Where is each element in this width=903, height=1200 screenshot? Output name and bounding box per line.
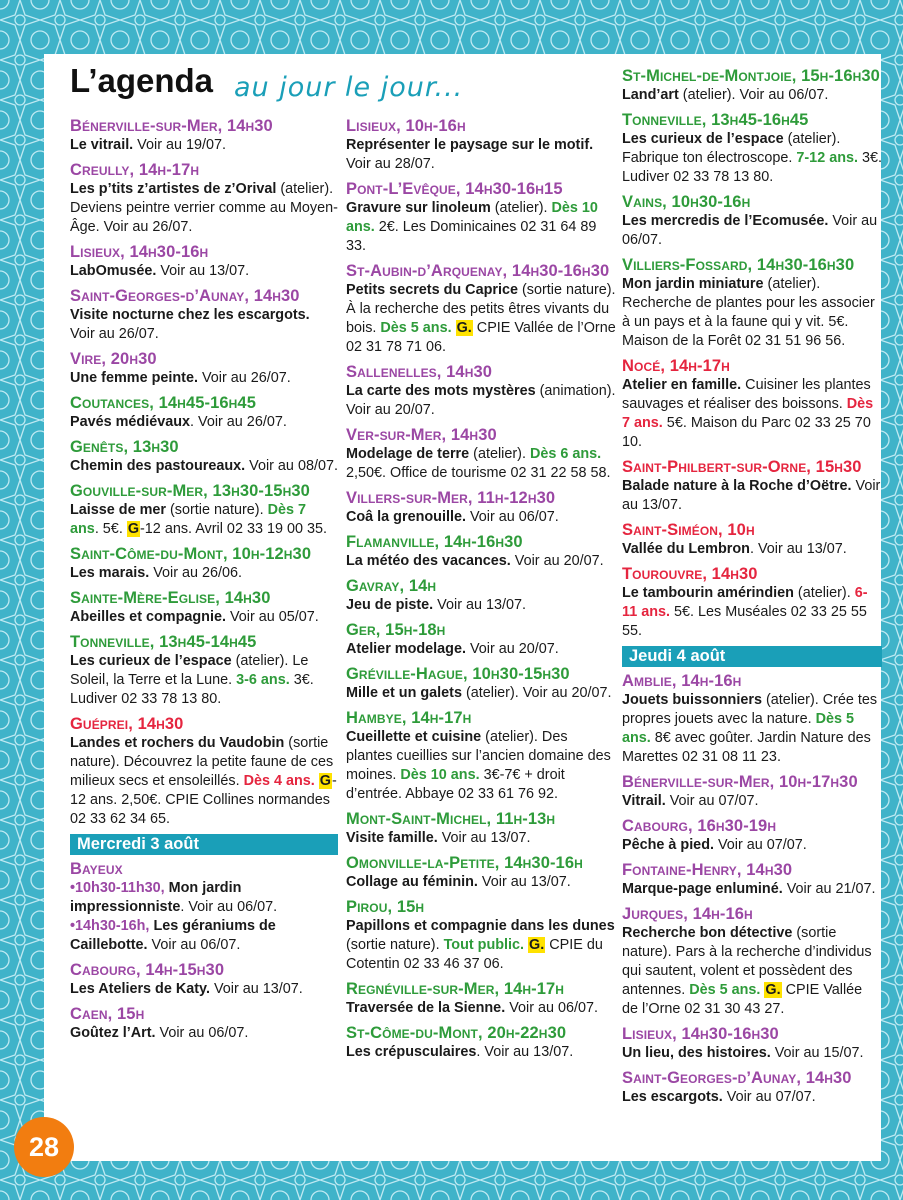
entry-place-time: Lisieux, 14h30-16h30 bbox=[622, 1025, 779, 1043]
entry-text: 3€. Ludiver 02 33 78 13 80. bbox=[70, 672, 314, 707]
entry-title: Petits secrets du Caprice bbox=[346, 282, 518, 298]
entry-description bbox=[622, 376, 882, 452]
entry-place-time: Flamanville, 14h-16h30 bbox=[346, 533, 523, 551]
entry-place-time: Nocé, 14h-17h bbox=[622, 357, 730, 375]
entry-text: (atelier). Voir au 06/07. bbox=[678, 87, 829, 103]
entry-title: Laisse de mer bbox=[70, 502, 166, 518]
entry-description bbox=[346, 281, 616, 357]
entry-text: 5€. Maison du Parc 02 33 25 70 10. bbox=[622, 415, 871, 450]
entry-description bbox=[346, 445, 616, 483]
entry-description bbox=[70, 734, 338, 829]
entry-title: Papillons et compagnie dans les dunes bbox=[346, 918, 615, 934]
agenda-entry bbox=[622, 192, 882, 250]
agenda-entry bbox=[346, 809, 616, 848]
entry-place-time: Hambye, 14h-17h bbox=[346, 709, 472, 727]
entry-title: Visite nocturne chez les escargots. bbox=[70, 307, 310, 323]
entry-text: . Voir au 13/07. bbox=[476, 1044, 574, 1060]
entry-text: CPIE Vallée de l’Orne 02 31 30 43 27. bbox=[622, 982, 863, 1017]
entry-place-time: Bayeux bbox=[70, 860, 123, 878]
agenda-entry bbox=[346, 620, 616, 659]
entry-text: (atelier). Deviens peintre verrier comme au Moyen-Âge. Voir au 26/07. bbox=[70, 181, 338, 235]
entry-description bbox=[622, 130, 882, 187]
entry-title: Vallée du Lembron bbox=[622, 541, 750, 557]
entry-text: Voir au 07/07. bbox=[713, 837, 807, 853]
agenda-entry bbox=[346, 979, 616, 1018]
entry-description bbox=[622, 792, 882, 811]
entry-text: Voir au 28/07. bbox=[346, 156, 435, 172]
entry-title: LabOmusée. bbox=[70, 263, 157, 279]
agenda-entry bbox=[622, 255, 882, 351]
entry-text: -12 ans. Avril 02 33 19 00 35. bbox=[140, 521, 327, 537]
entry-text: CPIE Vallée de l’Orne 02 31 78 71 06. bbox=[346, 320, 616, 355]
entry-text: Voir au 13/07. bbox=[477, 874, 571, 890]
agenda-entry bbox=[70, 960, 338, 999]
entry-title: Représenter le paysage sur le motif. bbox=[346, 137, 594, 153]
entry-description bbox=[622, 584, 882, 641]
entry-title: Pavés médiévaux bbox=[70, 414, 191, 430]
entry-text: 8€ avec goûter. Jardin Nature des Marettes 02 31 08 11 23. bbox=[622, 730, 871, 765]
entry-place-time: Villers-sur-Mer, 11h-12h30 bbox=[346, 489, 556, 507]
entry-place-time: Regnéville-sur-Mer, 14h-17h bbox=[346, 980, 565, 998]
entry-description bbox=[70, 1024, 338, 1043]
entry-description bbox=[70, 501, 338, 539]
entry-text: . Voir au 06/07. bbox=[180, 899, 278, 915]
entry-place-time: Pont-L’Evêque, 14h30-16h15 bbox=[346, 180, 563, 198]
entry-place-time: Mont-Saint-Michel, 11h-13h bbox=[346, 810, 556, 828]
entry-description bbox=[622, 924, 882, 1019]
entry-text: 5€. Les Muséales 02 33 25 55 55. bbox=[622, 604, 867, 639]
entry-place-time: Lisieux, 10h-16h bbox=[346, 117, 466, 135]
entry-text: Voir au 06/07. bbox=[147, 937, 241, 953]
entry-description bbox=[346, 596, 616, 615]
entry-place-time: Bénerville-sur-Mer, 14h30 bbox=[70, 117, 273, 135]
age-info: 7-12 ans. bbox=[796, 150, 858, 166]
entry-description bbox=[346, 136, 616, 174]
entry-title: Land’art bbox=[622, 87, 679, 103]
agenda-entry bbox=[346, 1023, 616, 1062]
entry-text: -12 ans. 2,50€. CPIE Collines normandes 02 33 62 34 65. bbox=[70, 773, 337, 827]
agenda-entry bbox=[622, 1024, 882, 1063]
entry-text: Voir au 13/07. bbox=[622, 478, 881, 513]
entry-title: Une femme peinte. bbox=[70, 370, 198, 386]
entry-description bbox=[70, 136, 338, 155]
entry-text: Voir au 26/06. bbox=[149, 565, 243, 581]
agenda-entry bbox=[622, 1068, 882, 1107]
age-info: Dès 5 ans. bbox=[622, 711, 854, 746]
entry-title: Le tambourin amérindien bbox=[622, 585, 794, 601]
agenda-entry bbox=[346, 708, 616, 804]
entry-description bbox=[622, 1044, 882, 1063]
entry-description bbox=[346, 199, 616, 256]
entry-title: Les Ateliers de Katy. bbox=[70, 981, 210, 997]
entry-title: Mon jardin impressionniste bbox=[70, 880, 242, 915]
agenda-page bbox=[44, 54, 881, 1161]
entry-description bbox=[346, 382, 616, 420]
entry-text: Voir au 26/07. bbox=[197, 370, 291, 386]
agenda-column-3 bbox=[622, 66, 882, 1112]
agenda-entry bbox=[622, 356, 882, 452]
entry-title: Les marais. bbox=[70, 565, 150, 581]
agenda-entry bbox=[70, 1004, 338, 1043]
agenda-entry bbox=[622, 564, 882, 641]
entry-title: Balade nature à la Roche d’Oëtre. bbox=[622, 478, 852, 494]
entry-place-time: St-Michel-de-Montjoie, 15h-16h30 bbox=[622, 67, 880, 85]
entry-description bbox=[346, 508, 616, 527]
entry-description bbox=[70, 879, 338, 955]
entry-place-time: Amblie, 14h-16h bbox=[622, 672, 742, 690]
age-info: 3-6 ans. bbox=[236, 672, 290, 688]
entry-text: (atelier). Recherche de plantes pour les associer à un pays et à la faune qui y vit. 5€. Maison de la Forêt 02 31 51 96 56. bbox=[622, 276, 875, 349]
entry-description bbox=[622, 212, 882, 250]
agenda-entry bbox=[346, 897, 616, 974]
entry-place-time: Sainte-Mère-Eglise, 14h30 bbox=[70, 589, 271, 607]
entry-text: Voir au 13/07. bbox=[156, 263, 250, 279]
entry-title: Gravure sur linoleum bbox=[346, 200, 491, 216]
free-badge: G. bbox=[765, 982, 781, 998]
free-badge: G. bbox=[456, 320, 472, 336]
entry-text: (sortie nature). Découvrez la petite faune de ces milieux secs et ensoleillés. bbox=[70, 735, 334, 789]
agenda-entry bbox=[346, 179, 616, 256]
entry-text: (atelier). Des plantes cueillies sur l’ancien domaine des moines. bbox=[346, 729, 611, 783]
agenda-entry bbox=[346, 532, 616, 571]
agenda-entry bbox=[346, 261, 616, 357]
entry-text: Voir au 20/07. bbox=[465, 641, 559, 657]
day-heading: Jeudi 4 août bbox=[622, 646, 882, 667]
entry-title: Landes et rochers du Vaudobin bbox=[70, 735, 285, 751]
agenda-entry bbox=[70, 242, 338, 281]
entry-description bbox=[346, 829, 616, 848]
entry-description bbox=[70, 180, 338, 237]
entry-title: Collage au féminin. bbox=[346, 874, 478, 890]
entry-place-time: Creully, 14h-17h bbox=[70, 161, 200, 179]
entry-description bbox=[346, 728, 616, 804]
entry-text: . Voir au 13/07. bbox=[749, 541, 847, 557]
entry-title: Les géraniums de Caillebotte. bbox=[70, 918, 276, 953]
entry-description bbox=[70, 980, 338, 999]
agenda-entry bbox=[70, 393, 338, 432]
agenda-entry bbox=[70, 349, 338, 388]
entry-place-time: Gavray, 14h bbox=[346, 577, 437, 595]
entry-title: La carte des mots mystères bbox=[346, 383, 536, 399]
entry-text: Voir au 13/07. bbox=[209, 981, 303, 997]
entry-text: (sortie nature). À la recherche des petits êtres vivants du bois. bbox=[346, 282, 616, 336]
agenda-entry bbox=[70, 859, 338, 955]
age-info: 6-11 ans. bbox=[622, 585, 868, 620]
agenda-entry bbox=[622, 671, 882, 767]
entry-place-time: Vire, 20h30 bbox=[70, 350, 157, 368]
age-info: Dès 10 ans. bbox=[400, 767, 480, 783]
entry-description bbox=[70, 413, 338, 432]
age-info: Dès 4 ans. bbox=[243, 773, 315, 789]
agenda-entry bbox=[346, 488, 616, 527]
day-heading: Mercredi 3 août bbox=[70, 834, 338, 855]
entry-place-time: Cabourg, 14h-15h30 bbox=[70, 961, 225, 979]
agenda-entry bbox=[346, 425, 616, 483]
entry-place-time: Tonneville, 13h45-14h45 bbox=[70, 633, 257, 651]
entry-place-time: Ger, 15h-18h bbox=[346, 621, 446, 639]
entry-text bbox=[452, 320, 456, 336]
age-info: Tout public. bbox=[443, 937, 525, 953]
agenda-entry bbox=[70, 714, 338, 829]
entry-title: Le vitrail. bbox=[70, 137, 134, 153]
page-subtitle: au jour le jour... bbox=[234, 72, 464, 103]
entry-place-time: Tonneville, 13h45-16h45 bbox=[622, 111, 809, 129]
agenda-entry bbox=[70, 116, 338, 155]
free-badge: G. bbox=[529, 937, 545, 953]
entry-place-time: Gouville-sur-Mer, 13h30-15h30 bbox=[70, 482, 310, 500]
agenda-entry bbox=[346, 576, 616, 615]
entry-description bbox=[346, 917, 616, 974]
entry-text: Voir au 13/07. bbox=[433, 597, 526, 613]
agenda-entry bbox=[346, 116, 616, 174]
agenda-entry bbox=[70, 481, 338, 539]
agenda-entry bbox=[70, 286, 338, 344]
agenda-entry bbox=[622, 520, 882, 559]
entry-text: (atelier). bbox=[490, 200, 552, 216]
entry-title: La météo des vacances. bbox=[346, 553, 511, 569]
entry-description bbox=[70, 262, 338, 281]
entry-description bbox=[622, 540, 882, 559]
entry-description bbox=[622, 275, 882, 351]
agenda-column-2 bbox=[346, 116, 616, 1067]
entry-place-time: Ver-sur-Mer, 14h30 bbox=[346, 426, 497, 444]
entry-title: Coâ la grenouille. bbox=[346, 509, 466, 525]
entry-place-time: Villiers-Fossard, 14h30-16h30 bbox=[622, 256, 855, 274]
entry-title: Les mercredis de l’Ecomusée. bbox=[622, 213, 829, 229]
entry-description bbox=[346, 640, 616, 659]
agenda-entry bbox=[70, 160, 338, 237]
entry-title: Jouets buissonniers bbox=[622, 692, 762, 708]
entry-title: Atelier modelage. bbox=[346, 641, 466, 657]
entry-description bbox=[70, 652, 338, 709]
age-info: Dès 5 ans. bbox=[380, 320, 452, 336]
entry-text: Voir au 05/07. bbox=[225, 609, 319, 625]
entry-text: Voir au 07/07. bbox=[665, 793, 759, 809]
entry-title: Mon jardin miniature bbox=[622, 276, 764, 292]
entry-text: 2€. Les Dominicaines 02 31 64 89 33. bbox=[346, 219, 597, 254]
entry-title: Les p’tits z’artistes de z’Orival bbox=[70, 181, 277, 197]
entry-text: Voir au 21/07. bbox=[782, 881, 876, 897]
entry-title: Cueillette et cuisine bbox=[346, 729, 482, 745]
agenda-entry bbox=[70, 588, 338, 627]
entry-place-time: Lisieux, 14h30-16h bbox=[70, 243, 209, 261]
agenda-entry bbox=[622, 816, 882, 855]
entry-place-time: Cabourg, 16h30-19h bbox=[622, 817, 777, 835]
agenda-entry bbox=[622, 66, 882, 105]
entry-title: Traversée de la Sienne. bbox=[346, 1000, 506, 1016]
agenda-entry bbox=[70, 544, 338, 583]
entry-title: Goûtez l’Art. bbox=[70, 1025, 156, 1041]
entry-description bbox=[346, 1043, 616, 1062]
entry-description bbox=[622, 836, 882, 855]
entry-text: (animation). Voir au 20/07. bbox=[346, 383, 616, 418]
entry-time: •14h30-16h, bbox=[70, 918, 154, 934]
age-info: Dès 7 ans bbox=[70, 502, 306, 537]
entry-description bbox=[70, 608, 338, 627]
entry-description bbox=[70, 564, 338, 583]
entry-title: Marque-page enluminé. bbox=[622, 881, 783, 897]
entry-place-time: Tourouvre, 14h30 bbox=[622, 565, 758, 583]
agenda-entry bbox=[622, 860, 882, 899]
entry-title: Les escargots. bbox=[622, 1089, 723, 1105]
agenda-entry bbox=[70, 437, 338, 476]
entry-description bbox=[622, 477, 882, 515]
entry-place-time: St-Côme-du-Mont, 20h-22h30 bbox=[346, 1024, 567, 1042]
entry-text: (sortie nature). Pars à la recherche d’individus qui sautent, volent et possèdent des antennes. bbox=[622, 925, 872, 998]
entry-place-time: Saint-Philbert-sur-Orne, 15h30 bbox=[622, 458, 862, 476]
entry-text: Voir au 19/07. bbox=[133, 137, 226, 153]
page-title: L’agenda bbox=[70, 62, 214, 99]
entry-place-time: Sallenelles, 14h30 bbox=[346, 363, 493, 381]
entry-text: Voir au 07/07. bbox=[722, 1089, 816, 1105]
entry-title: Chemin des pastoureaux. bbox=[70, 458, 246, 474]
entry-place-time: Guéprei, 14h30 bbox=[70, 715, 184, 733]
entry-description bbox=[70, 457, 338, 476]
entry-title: Modelage de terre bbox=[346, 446, 470, 462]
entry-title: Les crépusculaires bbox=[346, 1044, 477, 1060]
agenda-entry bbox=[70, 632, 338, 709]
entry-text: (sortie nature). bbox=[346, 937, 444, 953]
entry-text: (atelier). Crée tes propres jouets avec la nature. bbox=[622, 692, 878, 727]
entry-place-time: Saint-Côme-du-Mont, 10h-12h30 bbox=[70, 545, 312, 563]
agenda-entry bbox=[622, 457, 882, 515]
entry-title: Pêche à pied. bbox=[622, 837, 714, 853]
entry-title: Visite famille. bbox=[346, 830, 438, 846]
agenda-entry bbox=[622, 904, 882, 1019]
entry-description bbox=[622, 691, 882, 767]
age-info: Dès 7 ans. bbox=[622, 396, 874, 431]
entry-text: . Voir au 26/07. bbox=[190, 414, 287, 430]
entry-description bbox=[622, 86, 882, 105]
entry-text: Voir au 26/07. bbox=[70, 326, 159, 342]
age-info: Dès 5 ans. bbox=[689, 982, 761, 998]
entry-text: Voir au 06/07. bbox=[465, 509, 559, 525]
entry-text: (atelier). Voir au 20/07. bbox=[461, 685, 612, 701]
entry-place-time: Pirou, 15h bbox=[346, 898, 425, 916]
entry-place-time: Saint-Georges-d’Aunay, 14h30 bbox=[622, 1069, 852, 1087]
entry-text: Voir au 15/07. bbox=[770, 1045, 864, 1061]
entry-description bbox=[70, 369, 338, 388]
entry-title: Les curieux de l’espace bbox=[70, 653, 232, 669]
free-badge: G bbox=[127, 521, 140, 537]
page-number-badge: 28 bbox=[14, 1117, 74, 1177]
entry-place-time: Saint-Georges-d’Aunay, 14h30 bbox=[70, 287, 300, 305]
entry-time: •10h30-11h30, bbox=[70, 880, 169, 896]
entry-description bbox=[346, 999, 616, 1018]
entry-text: Voir au 08/07. bbox=[245, 458, 338, 474]
agenda-entry bbox=[622, 772, 882, 811]
entry-text: (atelier). Fabrique ton électroscope. bbox=[622, 131, 841, 166]
entry-place-time: Jurques, 14h-16h bbox=[622, 905, 753, 923]
entry-title: Les curieux de l’espace bbox=[622, 131, 784, 147]
entry-text: 3€. Ludiver 02 33 78 13 80. bbox=[622, 150, 883, 185]
entry-text: Voir au 20/07. bbox=[510, 553, 604, 569]
age-info: Dès 6 ans. bbox=[529, 446, 602, 462]
entry-title: Mille et un galets bbox=[346, 685, 462, 701]
agenda-entry bbox=[346, 664, 616, 703]
entry-title: Abeilles et compagnie. bbox=[70, 609, 226, 625]
entry-place-time: Saint-Siméon, 10h bbox=[622, 521, 755, 539]
entry-place-time: Caen, 15h bbox=[70, 1005, 145, 1023]
agenda-entry bbox=[622, 110, 882, 187]
entry-place-time: St-Aubin-d’Arquenay, 14h30-16h30 bbox=[346, 262, 610, 280]
entry-place-time: Omonville-la-Petite, 14h30-16h bbox=[346, 854, 583, 872]
agenda-entry bbox=[346, 853, 616, 892]
entry-place-time: Gréville-Hague, 10h30-15h30 bbox=[346, 665, 570, 683]
entry-text: Voir au 13/07. bbox=[437, 830, 531, 846]
entry-title: Jeu de piste. bbox=[346, 597, 434, 613]
entry-text: (atelier). bbox=[469, 446, 530, 462]
entry-description bbox=[346, 684, 616, 703]
entry-text: (sortie nature). bbox=[166, 502, 268, 518]
agenda-entry bbox=[346, 362, 616, 420]
entry-text: 2,50€. Office de tourisme 02 31 22 58 58. bbox=[346, 465, 611, 481]
entry-title: Un lieu, des histoires. bbox=[622, 1045, 771, 1061]
entry-description bbox=[346, 552, 616, 571]
entry-title: Vitrail. bbox=[622, 793, 666, 809]
entry-place-time: Genêts, 13h30 bbox=[70, 438, 179, 456]
free-badge: G bbox=[319, 773, 331, 789]
age-info: Dès 10 ans. bbox=[346, 200, 598, 235]
entry-description bbox=[346, 873, 616, 892]
entry-place-time: Coutances, 14h45-16h45 bbox=[70, 394, 256, 412]
entry-description bbox=[622, 880, 882, 899]
entry-description bbox=[622, 1088, 882, 1107]
entry-text: Voir au 06/07. bbox=[155, 1025, 249, 1041]
entry-description bbox=[70, 306, 338, 344]
entry-text: 3€-7€ + droit d’entrée. Abbaye 02 33 61 76 92. bbox=[346, 767, 565, 802]
entry-text: Voir au 06/07. bbox=[505, 1000, 599, 1016]
entry-text: Cuisiner les plantes sauvages et réaliser des boissons. bbox=[622, 377, 871, 412]
entry-place-time: Bénerville-sur-Mer, 10h-17h30 bbox=[622, 773, 858, 791]
entry-text: Voir au 06/07. bbox=[622, 213, 878, 248]
entry-title: Recherche bon détective bbox=[622, 925, 793, 941]
entry-place-time: Fontaine-Henry, 14h30 bbox=[622, 861, 793, 879]
entry-title: Atelier en famille. bbox=[622, 377, 742, 393]
entry-text: CPIE du Cotentin 02 33 46 37 06. bbox=[346, 937, 603, 972]
entry-text: (atelier). bbox=[793, 585, 855, 601]
entry-text: . 5€. bbox=[94, 521, 127, 537]
entry-place-time: Vains, 10h30-16h bbox=[622, 193, 751, 211]
agenda-column-1 bbox=[70, 116, 338, 1048]
entry-text: (atelier). Le Soleil, la Terre et la Lune. bbox=[70, 653, 309, 688]
